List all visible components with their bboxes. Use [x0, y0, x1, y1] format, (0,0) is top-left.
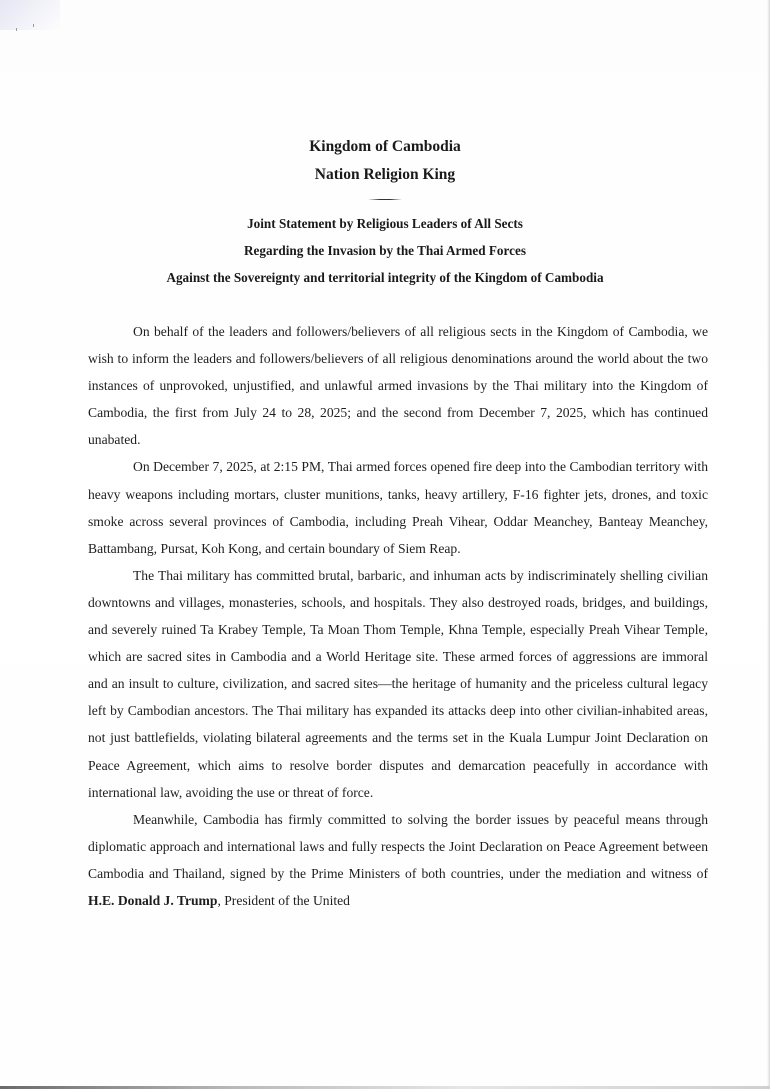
title-line-2: Regarding the Invasion by the Thai Armed Forces: [244, 243, 526, 258]
country-name: Kingdom of Cambodia: [309, 138, 461, 155]
statement-title: [0, 210, 770, 291]
title-line-1: Joint Statement by Religious Leaders of All Sects: [247, 216, 523, 231]
paragraph-3: The Thai military has committed brutal, barbaric, and inhuman acts by indiscriminately shelling civilian downtowns and villages, monasteries, schools, and hospitals. They also destroyed roads, bridges, and buildings, and severely ruined Ta Krabey Temple, Ta Moan Thom Temple, Khna Temple, especially Preah Vihear Temple, which are sacred sites in Cambodia and a World Heritage site. These armed forces of aggressions are immoral and an insult to culture, civilization, and sacred sites—the heritage of humanity and the priceless cultural legacy left by Cambodian ancestors. The Thai military has expanded its attacks deep into other civilian-inhabited areas, not just battlefields, violating bilateral agreements and the terms set in the Kuala Lumpur Joint Declaration on Peace Agreement, which aims to resolve border disputes and demarcation peacefully in accordance with international law, avoiding the use or threat of force.: [88, 567, 708, 800]
national-motto: Nation Religion King: [314, 166, 456, 183]
scan-shadow: [0, 0, 60, 30]
paragraph-4-bold-name: H.E. Donald J. Trump: [88, 892, 218, 908]
paragraph-4-text-after: , President of the United: [217, 892, 350, 908]
paragraph-1: On behalf of the leaders and followers/believers of all religious sects in the Kingdom of Cambodia, we wish to inform the leaders and followers/believers of all religious denominations around the world about the two instances of unprovoked, unjustified, and unlawful armed invasions by the Thai military into the Kingdom of Cambodia, the first from July 24 to 28, 2025; and the second from December 7, 2025, which has continued unabated.: [88, 324, 708, 448]
paragraph-4: [88, 806, 708, 914]
scan-speck: [16, 28, 17, 31]
paragraph-2: On December 7, 2025, at 2:15 PM, Thai armed forces opened fire deep into the Cambodian territory with heavy weapons including mortars, cluster munitions, tanks, heavy artillery, F-16 fighter jets, drones, and toxic smoke across several provinces of Cambodia, including Preah Vihear, Oddar Meanchey, Banteay Meanchey, Battambang, Pursat, Koh Kong, and certain boundary of Siem Reap.: [88, 459, 708, 556]
header-separator: [368, 199, 402, 200]
scan-speck: [33, 24, 34, 27]
statement-body: [88, 318, 708, 914]
paragraph-4-text-before: Meanwhile, Cambodia has firmly committed to solving the border issues by peaceful means through diplomatic approach and international laws and fully respects the Joint Declaration on Peace Agreement between Cambodia and Thailand, signed by the Prime Ministers of both countries, under the mediation and witness of: [88, 811, 708, 881]
title-line-3: Against the Sovereignty and territorial integrity of the Kingdom of Cambodia: [166, 270, 604, 285]
letterhead: [0, 133, 770, 200]
